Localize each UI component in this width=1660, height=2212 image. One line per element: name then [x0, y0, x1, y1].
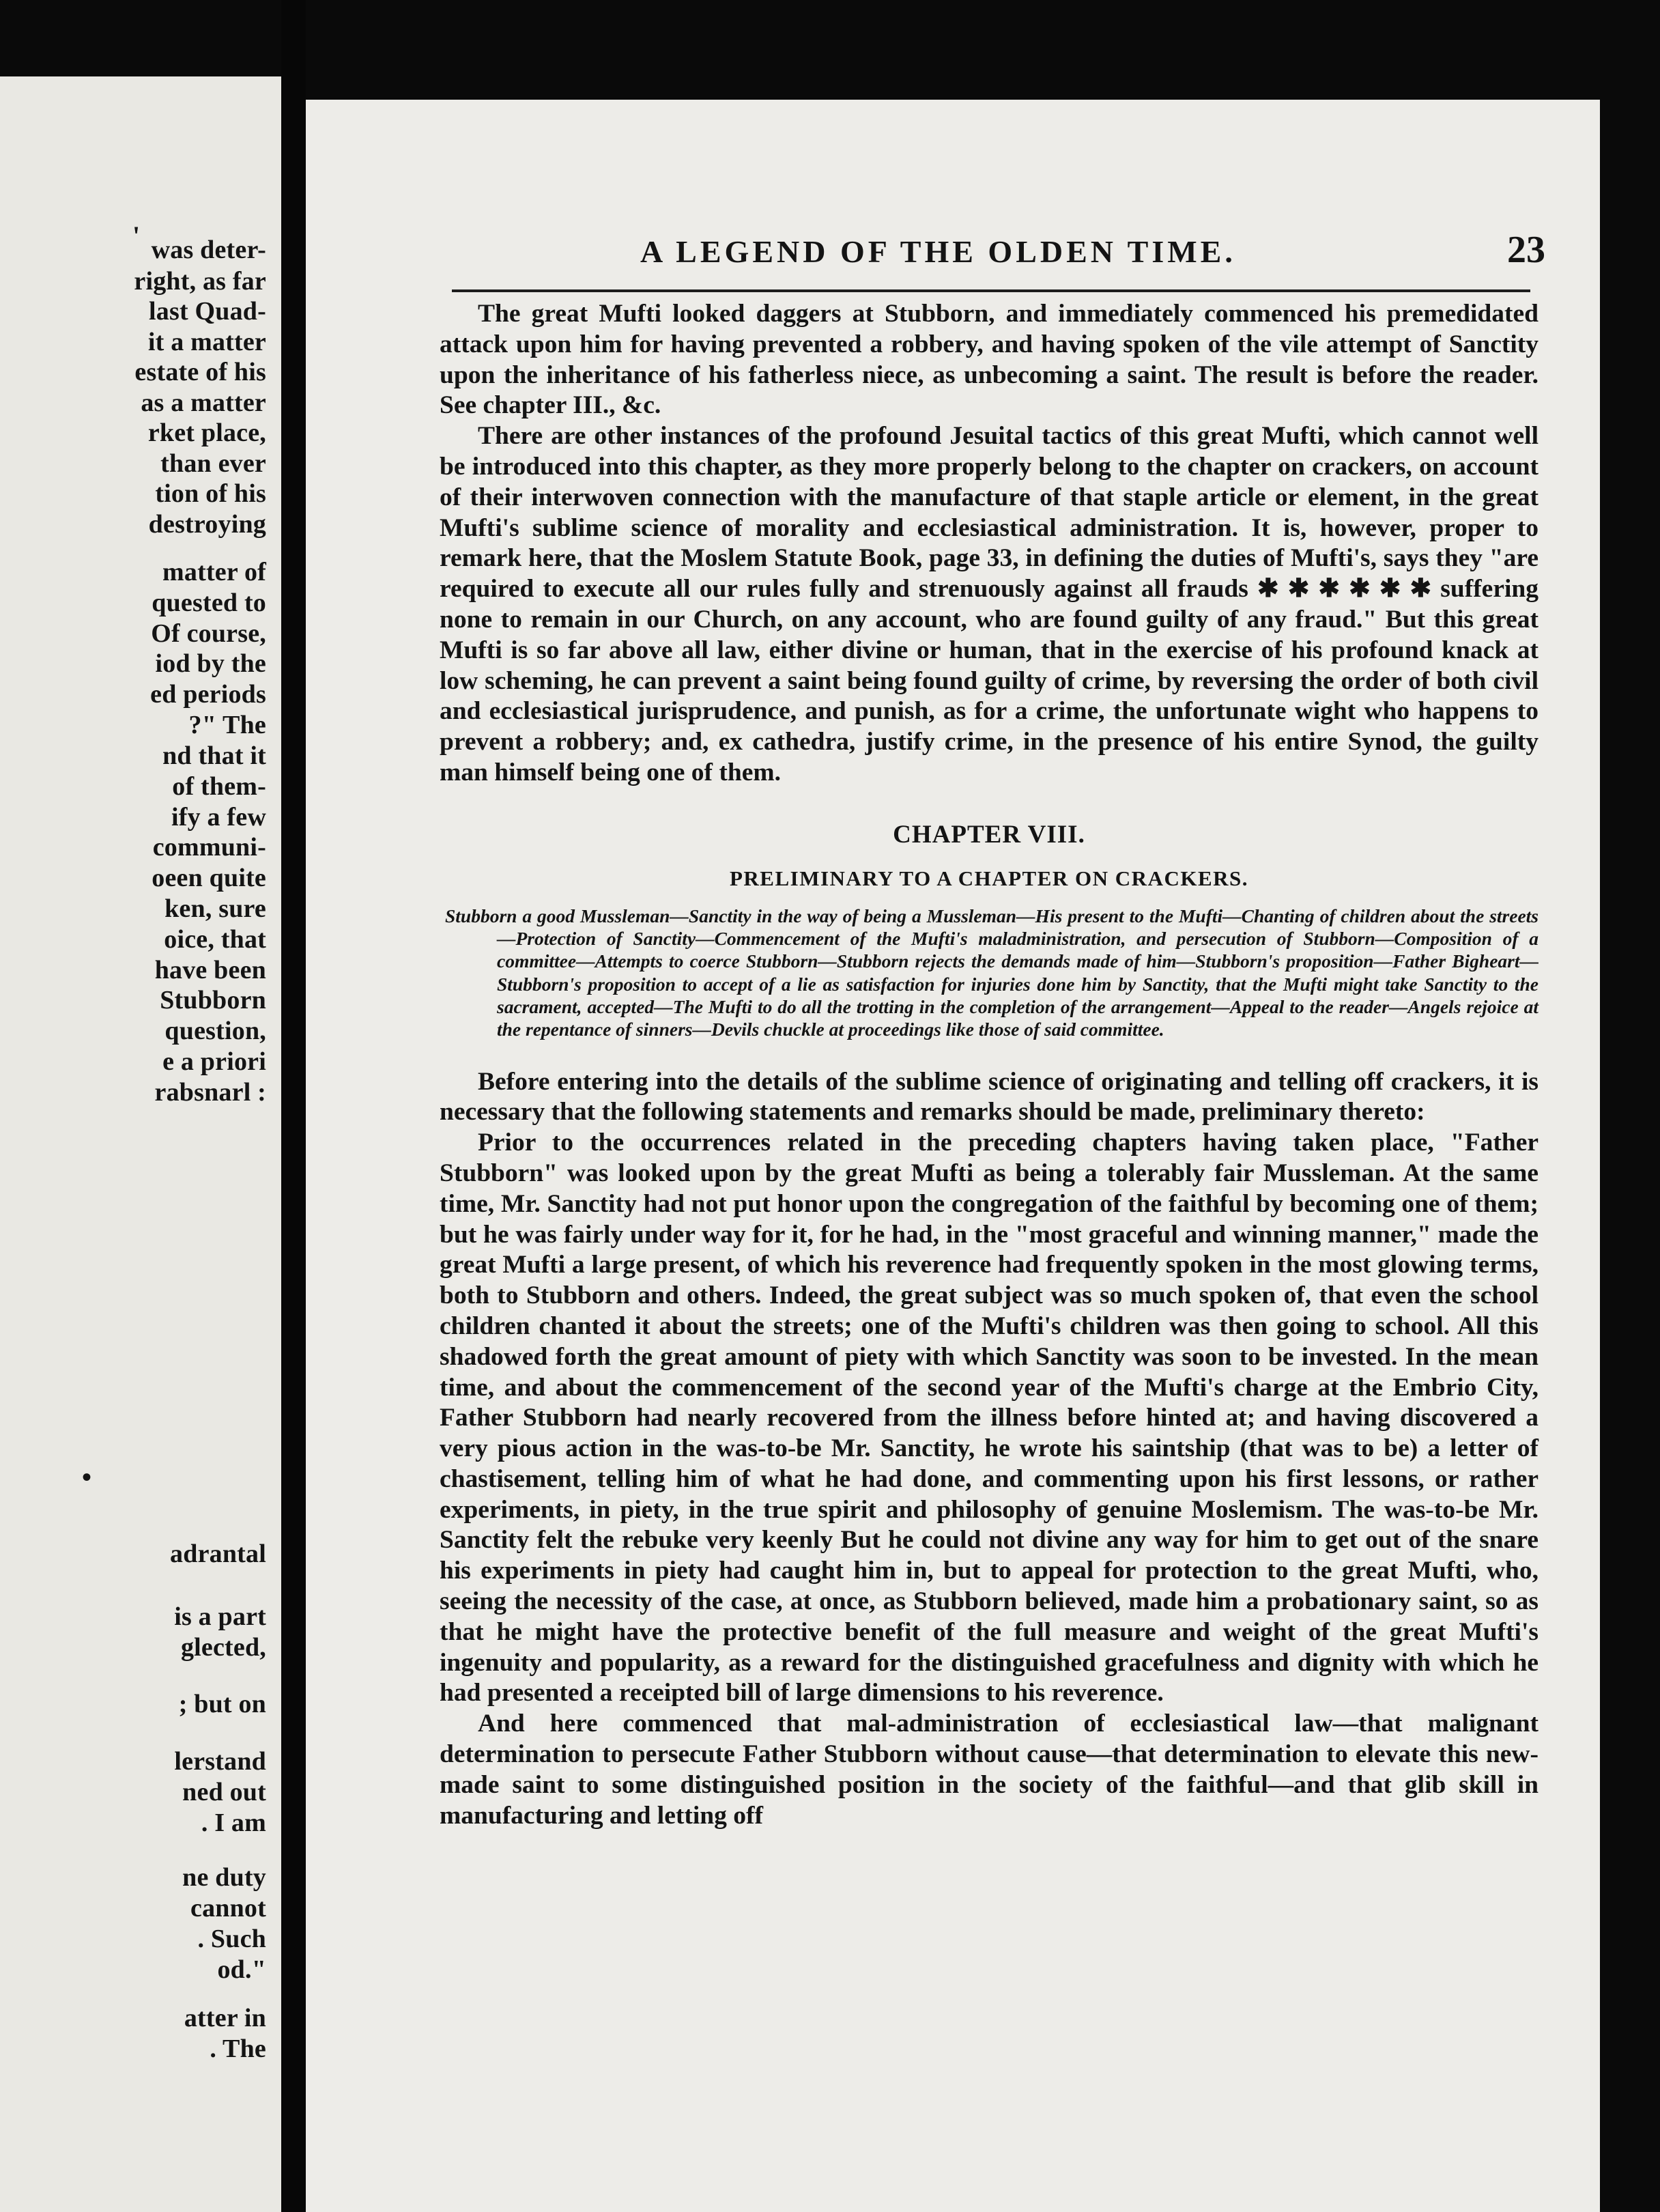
left-page-line: oeen quite: [152, 864, 266, 892]
left-page-line: of them-: [172, 772, 266, 801]
header-rule: [452, 289, 1530, 292]
left-page-line: cannot: [190, 1894, 266, 1923]
left-page-line: ned out: [182, 1778, 266, 1806]
chapter-title: CHAPTER VIII.: [893, 820, 1085, 849]
left-page-line: Stubborn: [160, 986, 266, 1015]
left-page-line: nd that it: [162, 741, 266, 770]
left-page-line: glected,: [180, 1633, 266, 1662]
left-page-line: it a matter: [147, 328, 266, 356]
left-page-line: than ever: [160, 449, 266, 478]
chapter-subtitle: PRELIMINARY TO A CHAPTER ON CRACKERS.: [729, 866, 1249, 890]
left-page-line: od.": [217, 1955, 266, 1984]
paragraph: There are other instances of the profound Jesuital tactics of this great Mufti, which cannot well be introduced into this chapter, as they more properly belong to the chapter on crackers, on account of their interwoven connection with the manufacture of that staple article or element, in the great Mufti's sublime science of morality and ecclesiastical administration. It is, however, proper to remark here, that the Moslem Statute Book, page 33, in defining the duties of Mufti's, says they "are required to execute all our rules fully and strenuously against all frauds ✱ ✱ ✱ ✱ ✱ ✱ suffering none to remain in our Church, on any account, who are found guilty of any fraud." But this great Mufti is so far above all law, either divine or human, that in the exercise of his profound knack at low scheming, he can prevent a saint being found guilty of crime, by reversing the order of both civil and ecclesiastical jurisprudence, and punish, as for a crime, the unfortunate wight who happens to prevent a robbery; and, ex cathedra, justify crime, in the presence of his entire Synod, the guilty man himself being one of them.: [440, 422, 1539, 786]
left-page-line: Of course,: [151, 619, 266, 648]
left-page-line: ify a few: [171, 803, 266, 832]
left-page-line: last Quad-: [149, 297, 266, 326]
left-page-line: iod by the: [155, 649, 266, 678]
left-page-line: . Such: [197, 1925, 266, 1953]
left-page-line: estate of his: [134, 358, 266, 386]
left-page-line: question,: [164, 1017, 266, 1045]
left-page-line: ed periods: [150, 680, 266, 709]
left-page-line: ; but on: [178, 1690, 266, 1718]
page: [306, 100, 1600, 2212]
previous-page: [0, 76, 281, 2212]
body-text: [440, 299, 1539, 1831]
left-page-line: destroying: [148, 510, 266, 539]
margin-mark: •: [82, 1462, 92, 1492]
paragraph: The great Mufti looked daggers at Stubborn, and immediately commenced his premedidated attack upon him for having prevented a robbery, and having spoken of the vile attempt of Sanctity upon the inheritance of his fatherless niece, as unbecoming a saint. The result is before the reader. See chapter III., &c.: [440, 300, 1539, 420]
running-head: A LEGEND OF THE OLDEN TIME.: [640, 234, 1236, 269]
left-page-line: communi-: [152, 833, 266, 862]
left-page-line: quested to: [152, 589, 266, 617]
left-page-line: tion of his: [155, 479, 266, 508]
left-page-line: . The: [210, 2034, 266, 2063]
left-page-line: rabsnarl :: [154, 1078, 266, 1107]
left-page-line: e a priori: [162, 1047, 266, 1076]
left-page-line: oice, that: [164, 925, 266, 954]
page-header: [306, 229, 1600, 281]
left-page-line: ne duty: [182, 1863, 266, 1892]
left-page-line: was deter-: [151, 236, 266, 264]
left-page-line: is a part: [174, 1602, 266, 1631]
page-number: 23: [1507, 229, 1545, 271]
left-page-line: ?" The: [188, 711, 266, 739]
left-page-line: lerstand: [174, 1747, 266, 1776]
left-page-line: ken, sure: [164, 894, 266, 923]
paragraph: And here commenced that mal-administration of ecclesiastical law—that malignant determination to persecute Father Stubborn without cause—that determination to elevate this new-made saint to some distinguished position in the society of the faithful—and that glib skill in manufacturing and letting off: [440, 1710, 1539, 1830]
left-page-line: adrantal: [170, 1540, 266, 1568]
left-page-line: as a matter: [141, 388, 266, 417]
left-page-line: matter of: [162, 558, 266, 586]
paragraph: Before entering into the details of the sublime science of originating and telling off crackers, it is necessary that the following statements and remarks should be made, preliminary thereto:: [440, 1067, 1539, 1126]
left-page-line: atter in: [184, 2004, 266, 2032]
margin-mark: ': [132, 221, 141, 251]
left-page-line: rket place,: [147, 419, 266, 447]
left-page-line: . I am: [201, 1809, 266, 1837]
paragraph: Prior to the occurrences related in the preceding chapters having taken place, "Father Stubborn" was looked upon by the great Mufti as being a tolerably fair Mussleman. At the same time, Mr. Sanctity had not put honor upon the congregation of the faithful by becoming one of them; but he was fairly under way for it, for he had, in the "most graceful and winning manner," made the great Mufti a large present, of which his reverence had frequently spoken in the most glowing terms, both to Stubborn and others. Indeed, the great subject was so much spoken of, that even the school children chanted it about the streets; one of the Mufti's children was then going to school. All this shadowed forth the great amount of piety with which Sanctity was soon to be invested. In the mean time, and about the commencement of the second year of the Mufti's charge at the Embrio City, Father Stubborn had nearly recovered from the illness before hinted at; and having discovered a very pious action in the was-to-be Mr. Sanctity, he wrote his saintship (that was to be) a letter of chastisement, telling him of what he had done, and commenting upon his first lessons, or rather experiments, in piety, in the true spirit and philosophy of genuine Moslemism. The was-to-be Mr. Sanctity felt the rebuke very keenly But he could not divine any way for him to get out of the snare his experiments in piety had caught him in, but to appeal for protection to the great Mufti, who, seeing the necessity of the case, at once, as Stubborn believed, made him a probationary saint, so as that he might have the protective benefit of the full measure and weight of the great Mufti's ingenuity and popularity, as a reward for the distinguished gracefulness and dignity with which he had presented a receipted bill of large dimensions to his reverence.: [440, 1129, 1539, 1707]
chapter-synopsis: Stubborn a good Mussleman—Sanctity in the way of being a Mussleman—His present to the Mufti—Chanting of children about the streets—Protection of Sanctity—Commencement of the Mufti's maladministration, and persecution of Stubborn—Composition of a committee—Attempts to coerce Stubborn—Stubborn rejects the demands made of him—Stubborn's proposition—Father Bigheart—Stubborn's proposition to accept of a lie as satisfaction for injuries done him by Sanctity, that the Mufti might take Sanctity to the sacrament, accepted—The Mufti to do all the trotting in the completion of the arrangement—Appeal to the reader—Angels rejoice at the repentance of sinners—Devils chuckle at proceedings like those of said committee.: [445, 905, 1539, 1040]
left-page-line: right, as far: [134, 267, 266, 296]
page-gutter: [281, 0, 306, 2212]
left-page-line: have been: [154, 956, 266, 984]
